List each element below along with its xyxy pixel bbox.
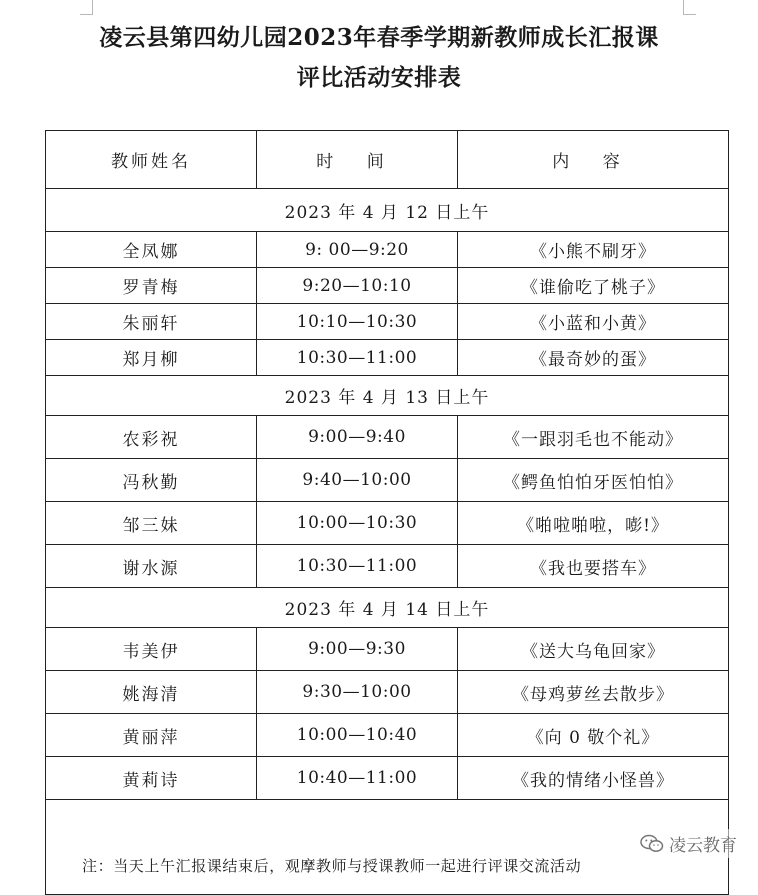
teacher-name: 黄莉诗 [46,757,257,800]
teacher-name: 冯秋勤 [46,459,257,502]
teacher-name: 韦美伊 [46,628,257,671]
date-cell: 2023 年 4 月 13 日上午 [46,376,729,416]
lesson-content: 《我也要搭车》 [458,545,729,588]
teacher-name: 农彩祝 [46,416,257,459]
table-row [46,628,729,671]
note-row [46,800,729,895]
wechat-icon [640,834,664,854]
note-text: 注：当天上午汇报课结束后，观摩教师与授课教师一起进行评课交流活动 [46,800,729,895]
time-slot: 9:40—10:00 [257,459,458,502]
date-cell: 2023 年 4 月 12 日上午 [46,189,729,232]
table-row [46,340,729,376]
header-teacher-name: 教师姓名 [46,131,257,189]
time-slot: 10:30—11:00 [257,545,458,588]
table-row [46,714,729,757]
time-slot: 10:40—11:00 [257,757,458,800]
date-row-day-1 [46,189,729,232]
lesson-content: 《送大乌龟回家》 [458,628,729,671]
time-slot: 9:20—10:10 [257,268,458,304]
lesson-content: 《小蓝和小黄》 [458,304,729,340]
teacher-name: 罗青梅 [46,268,257,304]
lesson-content: 《鳄鱼怕怕牙医怕怕》 [458,459,729,502]
table-row [46,232,729,268]
table-row [46,757,729,800]
lesson-content: 《母鸡萝丝去散步》 [458,671,729,714]
title-line-1: 凌云县第四幼儿园2023年春季学期新教师成长汇报课 [99,24,659,51]
schedule-table [45,130,729,895]
teacher-name: 邹三妹 [46,502,257,545]
time-slot: 10:00—10:30 [257,502,458,545]
table-header-row [46,131,729,189]
date-row-day-3 [46,588,729,628]
table-row [46,268,729,304]
teacher-name: 黄丽萍 [46,714,257,757]
date-cell: 2023 年 4 月 14 日上午 [46,588,729,628]
table-row [46,416,729,459]
header-time: 时 间 [257,131,458,189]
time-slot: 10:30—11:00 [257,340,458,376]
header-content: 内 容 [458,131,729,189]
teacher-name: 全凤娜 [46,232,257,268]
time-slot: 9:00—9:30 [257,628,458,671]
teacher-name: 谢水源 [46,545,257,588]
time-slot: 10:00—10:40 [257,714,458,757]
table-row [46,671,729,714]
teacher-name: 郑月柳 [46,340,257,376]
watermark-text: 凌云教育 [669,836,737,856]
crop-mark-right [683,0,696,15]
date-row-day-2 [46,376,729,416]
lesson-content: 《谁偷吃了桃子》 [458,268,729,304]
time-slot: 10:10—10:30 [257,304,458,340]
table-row [46,459,729,502]
time-slot: 9:30—10:00 [257,671,458,714]
crop-mark-left [80,0,93,15]
lesson-content: 《小熊不刷牙》 [458,232,729,268]
lesson-content: 《我的情绪小怪兽》 [458,757,729,800]
lesson-content: 《最奇妙的蛋》 [458,340,729,376]
document-title [0,18,758,98]
time-slot: 9: 00—9:20 [257,232,458,268]
teacher-name: 姚海清 [46,671,257,714]
table-row [46,304,729,340]
table-row [46,502,729,545]
watermark [636,829,741,858]
title-line-2: 评比活动安排表 [296,64,462,91]
lesson-content: 《向 0 敬个礼》 [458,714,729,757]
table-row [46,545,729,588]
time-slot: 9:00—9:40 [257,416,458,459]
lesson-content: 《啪啦啪啦，嘭!》 [458,502,729,545]
lesson-content: 《一跟羽毛也不能动》 [458,416,729,459]
teacher-name: 朱丽轩 [46,304,257,340]
